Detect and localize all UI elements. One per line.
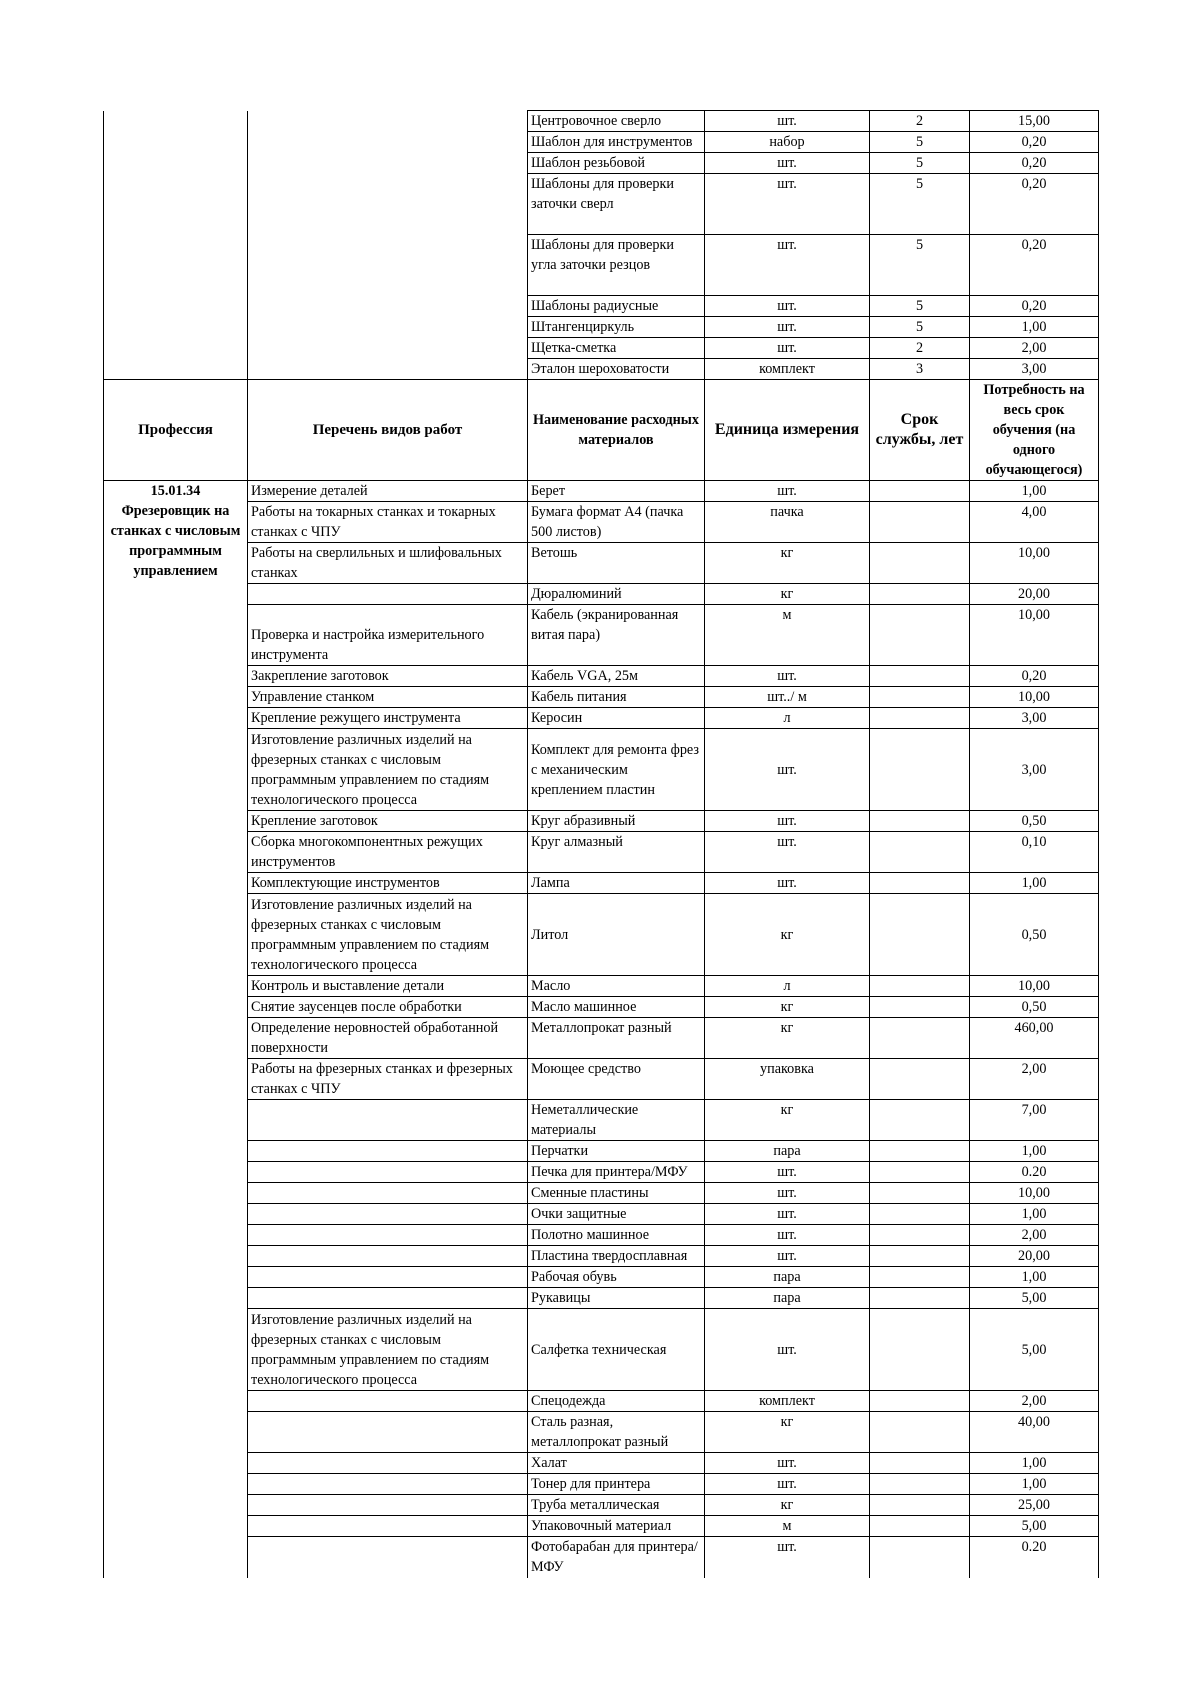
- profession-cell-previous: [104, 111, 248, 380]
- work-type-cell: [248, 1391, 528, 1412]
- material-name: Шаблон для инструментов: [528, 132, 705, 153]
- service-life-cell: 5: [870, 296, 970, 317]
- unit-cell: шт.: [705, 1246, 870, 1267]
- work-type-cell: Крепление заготовок: [248, 811, 528, 832]
- service-life-cell: [870, 502, 970, 543]
- unit-cell: м: [705, 605, 870, 666]
- quantity-cell: 460,00: [970, 1018, 1099, 1059]
- material-name: Халат: [528, 1453, 705, 1474]
- quantity-cell: 2,00: [970, 1391, 1099, 1412]
- material-name: Шаблоны для проверки заточки сверл: [528, 174, 705, 235]
- quantity-cell: 7,00: [970, 1100, 1099, 1141]
- service-life-cell: 5: [870, 132, 970, 153]
- material-name: Литол: [528, 894, 705, 976]
- table-row: [104, 1495, 1099, 1516]
- quantity-cell: 1,00: [970, 873, 1099, 894]
- quantity-cell: 2,00: [970, 1059, 1099, 1100]
- service-life-cell: [870, 1453, 970, 1474]
- quantity-cell: 0.20: [970, 1537, 1099, 1578]
- quantity-cell: 0,50: [970, 894, 1099, 976]
- material-name: Центровочное сверло: [528, 111, 705, 132]
- service-life-cell: [870, 1288, 970, 1309]
- material-name: Сталь разная, металлопрокат разный: [528, 1412, 705, 1453]
- table-row: [104, 1537, 1099, 1578]
- unit-cell: кг: [705, 1412, 870, 1453]
- material-name: Кабель (экранированная витая пара): [528, 605, 705, 666]
- service-life-cell: [870, 1100, 970, 1141]
- unit-cell: пара: [705, 1141, 870, 1162]
- quantity-cell: 0,50: [970, 811, 1099, 832]
- service-life-cell: 5: [870, 235, 970, 296]
- material-name: Фотобарабан для принтера/МФУ: [528, 1537, 705, 1578]
- quantity-cell: 40,00: [970, 1412, 1099, 1453]
- table-row: [104, 111, 1099, 132]
- quantity-cell: 2,00: [970, 1225, 1099, 1246]
- quantity-cell: 10,00: [970, 543, 1099, 584]
- work-type-cell: Управление станком: [248, 687, 528, 708]
- material-name: Шаблон резьбовой: [528, 153, 705, 174]
- unit-cell: шт.: [705, 338, 870, 359]
- material-name: Неметаллические материалы: [528, 1100, 705, 1141]
- table-row: [104, 873, 1099, 894]
- material-name: Сменные пластины: [528, 1183, 705, 1204]
- quantity-cell: 1,00: [970, 317, 1099, 338]
- table-row: [104, 1183, 1099, 1204]
- unit-cell: л: [705, 976, 870, 997]
- service-life-cell: [870, 1495, 970, 1516]
- works-cell-previous: [248, 111, 528, 380]
- material-name: Рабочая обувь: [528, 1267, 705, 1288]
- material-name: Ветошь: [528, 543, 705, 584]
- service-life-cell: [870, 1246, 970, 1267]
- work-type-cell: [248, 1288, 528, 1309]
- service-life-cell: [870, 1225, 970, 1246]
- table-row: [104, 1162, 1099, 1183]
- service-life-cell: [870, 997, 970, 1018]
- work-type-cell: Контроль и выставление детали: [248, 976, 528, 997]
- work-type-cell: [248, 1225, 528, 1246]
- table-row: [104, 1474, 1099, 1495]
- quantity-cell: 1,00: [970, 1204, 1099, 1225]
- table-row: [104, 1516, 1099, 1537]
- material-name: Упаковочный материал: [528, 1516, 705, 1537]
- work-type-cell: [248, 1267, 528, 1288]
- material-name: Моющее средство: [528, 1059, 705, 1100]
- profession-code: 15.01.34: [150, 483, 201, 499]
- header-material: Наименование расходных материалов: [528, 380, 705, 481]
- header-profession: Профессия: [104, 380, 248, 481]
- service-life-cell: [870, 1018, 970, 1059]
- table-row: [104, 543, 1099, 584]
- quantity-cell: 1,00: [970, 481, 1099, 502]
- work-type-cell: [248, 584, 528, 605]
- material-name: Пластина твердосплавная: [528, 1246, 705, 1267]
- quantity-cell: 5,00: [970, 1309, 1099, 1391]
- profession-cell: [104, 481, 248, 1578]
- service-life-cell: [870, 687, 970, 708]
- material-name: Шаблоны для проверки угла заточки резцов: [528, 235, 705, 296]
- unit-cell: м: [705, 1516, 870, 1537]
- table-row: [104, 605, 1099, 666]
- work-type-cell: [248, 1100, 528, 1141]
- material-name: Масло: [528, 976, 705, 997]
- work-type-cell: [248, 1516, 528, 1537]
- service-life-cell: [870, 1267, 970, 1288]
- service-life-cell: [870, 605, 970, 666]
- table-row: [104, 976, 1099, 997]
- quantity-cell: 15,00: [970, 111, 1099, 132]
- header-quantity: Потребность на весь срок обучения (на одного обучающегося): [970, 380, 1099, 481]
- service-life-cell: 5: [870, 153, 970, 174]
- work-type-cell: Сборка многокомпонентных режущих инструментов: [248, 832, 528, 873]
- unit-cell: шт.: [705, 1183, 870, 1204]
- work-type-cell: [248, 1162, 528, 1183]
- table-row: [104, 1225, 1099, 1246]
- material-name: Салфетка техническая: [528, 1309, 705, 1391]
- unit-cell: шт.: [705, 235, 870, 296]
- service-life-cell: [870, 729, 970, 811]
- quantity-cell: 0,20: [970, 153, 1099, 174]
- quantity-cell: 3,00: [970, 359, 1099, 380]
- quantity-cell: 2,00: [970, 338, 1099, 359]
- table-row: [104, 1100, 1099, 1141]
- service-life-cell: [870, 1204, 970, 1225]
- table-row: [104, 811, 1099, 832]
- header-service-life: Срок службы, лет: [870, 380, 970, 481]
- service-life-cell: [870, 708, 970, 729]
- quantity-cell: 4,00: [970, 502, 1099, 543]
- service-life-cell: [870, 1537, 970, 1578]
- quantity-cell: 10,00: [970, 1183, 1099, 1204]
- service-life-cell: [870, 666, 970, 687]
- quantity-cell: 10,00: [970, 605, 1099, 666]
- unit-cell: пара: [705, 1288, 870, 1309]
- unit-cell: шт.: [705, 832, 870, 873]
- material-name: Щетка-сметка: [528, 338, 705, 359]
- service-life-cell: [870, 1516, 970, 1537]
- table-row: [104, 1141, 1099, 1162]
- service-life-cell: [870, 976, 970, 997]
- material-name: Кабель VGA, 25м: [528, 666, 705, 687]
- work-type-cell: [248, 1183, 528, 1204]
- quantity-cell: 20,00: [970, 1246, 1099, 1267]
- unit-cell: л: [705, 708, 870, 729]
- unit-cell: шт.: [705, 174, 870, 235]
- material-name: Печка для принтера/МФУ: [528, 1162, 705, 1183]
- service-life-cell: [870, 1391, 970, 1412]
- table-row: [104, 708, 1099, 729]
- table-row: [104, 502, 1099, 543]
- material-name: Полотно машинное: [528, 1225, 705, 1246]
- table-row: [104, 832, 1099, 873]
- work-type-cell: [248, 1246, 528, 1267]
- table-row: [104, 1453, 1099, 1474]
- quantity-cell: 1,00: [970, 1474, 1099, 1495]
- work-type-cell: Работы на сверлильных и шлифовальных станках: [248, 543, 528, 584]
- table-row: [104, 1018, 1099, 1059]
- service-life-cell: [870, 1183, 970, 1204]
- material-name: Дюралюминий: [528, 584, 705, 605]
- work-type-cell: Определение неровностей обработанной поверхности: [248, 1018, 528, 1059]
- work-type-cell: [248, 1412, 528, 1453]
- material-name: Керосин: [528, 708, 705, 729]
- document-page: [103, 110, 1098, 1578]
- quantity-cell: 5,00: [970, 1516, 1099, 1537]
- material-name: Рукавицы: [528, 1288, 705, 1309]
- material-name: Масло машинное: [528, 997, 705, 1018]
- unit-cell: кг: [705, 894, 870, 976]
- work-type-cell: Работы на токарных станках и токарных станках с ЧПУ: [248, 502, 528, 543]
- service-life-cell: [870, 811, 970, 832]
- quantity-cell: 0,20: [970, 235, 1099, 296]
- header-unit: Единица измерения: [705, 380, 870, 481]
- service-life-cell: [870, 1412, 970, 1453]
- work-type-cell: Изготовление различных изделий на фрезерных станках с числовым программным управлением по стадиям технологического процесса: [248, 729, 528, 811]
- quantity-cell: 1,00: [970, 1267, 1099, 1288]
- service-life-cell: [870, 1309, 970, 1391]
- table-row: [104, 1059, 1099, 1100]
- unit-cell: шт.: [705, 153, 870, 174]
- material-name: Перчатки: [528, 1141, 705, 1162]
- table-row: [104, 1267, 1099, 1288]
- service-life-cell: 2: [870, 111, 970, 132]
- unit-cell: пачка: [705, 502, 870, 543]
- material-name: Спецодежда: [528, 1391, 705, 1412]
- quantity-cell: 1,00: [970, 1141, 1099, 1162]
- table-row: [104, 1288, 1099, 1309]
- table-row: [104, 997, 1099, 1018]
- unit-cell: кг: [705, 1100, 870, 1141]
- service-life-cell: [870, 1162, 970, 1183]
- unit-cell: шт.: [705, 873, 870, 894]
- material-name: Лампа: [528, 873, 705, 894]
- material-name: Комплект для ремонта фрез с механическим креплением пластин: [528, 729, 705, 811]
- materials-table: [103, 110, 1099, 1578]
- work-type-cell: Снятие заусенцев после обработки: [248, 997, 528, 1018]
- unit-cell: пара: [705, 1267, 870, 1288]
- work-type-cell: Закрепление заготовок: [248, 666, 528, 687]
- work-type-cell: Крепление режущего инструмента: [248, 708, 528, 729]
- unit-cell: кг: [705, 1495, 870, 1516]
- quantity-cell: 1,00: [970, 1453, 1099, 1474]
- quantity-cell: 10,00: [970, 976, 1099, 997]
- service-life-cell: 2: [870, 338, 970, 359]
- quantity-cell: 3,00: [970, 729, 1099, 811]
- material-name: Шаблоны радиусные: [528, 296, 705, 317]
- unit-cell: комплект: [705, 1391, 870, 1412]
- service-life-cell: [870, 1141, 970, 1162]
- work-type-cell: Измерение деталей: [248, 481, 528, 502]
- work-type-cell: Изготовление различных изделий на фрезерных станках с числовым программным управлением по стадиям технологического процесса: [248, 894, 528, 976]
- material-name: Круг абразивный: [528, 811, 705, 832]
- work-type-cell: [248, 1474, 528, 1495]
- table-row: [104, 1391, 1099, 1412]
- service-life-cell: 5: [870, 317, 970, 338]
- unit-cell: шт.: [705, 729, 870, 811]
- unit-cell: кг: [705, 584, 870, 605]
- table-header-row: [104, 380, 1099, 481]
- quantity-cell: 0,20: [970, 174, 1099, 235]
- work-type-cell: [248, 1141, 528, 1162]
- quantity-cell: 0,50: [970, 997, 1099, 1018]
- table-row: [104, 666, 1099, 687]
- material-name: Очки защитные: [528, 1204, 705, 1225]
- unit-cell: кг: [705, 1018, 870, 1059]
- table-row: [104, 1309, 1099, 1391]
- unit-cell: набор: [705, 132, 870, 153]
- table-row: [104, 1246, 1099, 1267]
- table-row: [104, 1204, 1099, 1225]
- work-type-cell: Изготовление различных изделий на фрезерных станках с числовым программным управлением по стадиям технологического процесса: [248, 1309, 528, 1391]
- material-name: Эталон шероховатости: [528, 359, 705, 380]
- service-life-cell: [870, 832, 970, 873]
- service-life-cell: [870, 1059, 970, 1100]
- table-row: [104, 729, 1099, 811]
- quantity-cell: 10,00: [970, 687, 1099, 708]
- unit-cell: шт../ м: [705, 687, 870, 708]
- unit-cell: шт.: [705, 317, 870, 338]
- table-row: [104, 687, 1099, 708]
- unit-cell: шт.: [705, 1453, 870, 1474]
- work-type-cell: [248, 1495, 528, 1516]
- materials-table-body: [104, 111, 1099, 1578]
- unit-cell: шт.: [705, 1537, 870, 1578]
- quantity-cell: 0.20: [970, 1162, 1099, 1183]
- work-type-cell: Работы на фрезерных станках и фрезерных станках с ЧПУ: [248, 1059, 528, 1100]
- table-row: [104, 584, 1099, 605]
- material-name: Тонер для принтера: [528, 1474, 705, 1495]
- unit-cell: шт.: [705, 1225, 870, 1246]
- service-life-cell: 5: [870, 174, 970, 235]
- unit-cell: комплект: [705, 359, 870, 380]
- work-type-cell: Проверка и настройка измерительного инструмента: [248, 605, 528, 666]
- work-type-cell: Комплектующие инструментов: [248, 873, 528, 894]
- table-row: [104, 1412, 1099, 1453]
- material-name: Труба металлическая: [528, 1495, 705, 1516]
- table-row: [104, 894, 1099, 976]
- unit-cell: шт.: [705, 1474, 870, 1495]
- material-name: Круг алмазный: [528, 832, 705, 873]
- service-life-cell: [870, 543, 970, 584]
- service-life-cell: [870, 1474, 970, 1495]
- unit-cell: шт.: [705, 1204, 870, 1225]
- service-life-cell: [870, 873, 970, 894]
- unit-cell: кг: [705, 543, 870, 584]
- material-name: Берет: [528, 481, 705, 502]
- quantity-cell: 0,20: [970, 132, 1099, 153]
- header-works: Перечень видов работ: [248, 380, 528, 481]
- work-type-cell: [248, 1537, 528, 1578]
- material-name: Штангенциркуль: [528, 317, 705, 338]
- unit-cell: шт.: [705, 666, 870, 687]
- quantity-cell: 0,10: [970, 832, 1099, 873]
- material-name: Металлопрокат разный: [528, 1018, 705, 1059]
- service-life-cell: 3: [870, 359, 970, 380]
- quantity-cell: 20,00: [970, 584, 1099, 605]
- quantity-cell: 25,00: [970, 1495, 1099, 1516]
- quantity-cell: 3,00: [970, 708, 1099, 729]
- unit-cell: шт.: [705, 481, 870, 502]
- profession-name: Фрезеровщик на станках с числовым программным управлением: [110, 503, 241, 579]
- service-life-cell: [870, 894, 970, 976]
- service-life-cell: [870, 584, 970, 605]
- table-row: [104, 481, 1099, 502]
- material-name: Бумага формат А4 (пачка 500 листов): [528, 502, 705, 543]
- work-type-cell: [248, 1204, 528, 1225]
- unit-cell: шт.: [705, 811, 870, 832]
- unit-cell: кг: [705, 997, 870, 1018]
- unit-cell: шт.: [705, 111, 870, 132]
- unit-cell: шт.: [705, 296, 870, 317]
- material-name: Кабель питания: [528, 687, 705, 708]
- work-type-cell: [248, 1453, 528, 1474]
- quantity-cell: 0,20: [970, 296, 1099, 317]
- quantity-cell: 5,00: [970, 1288, 1099, 1309]
- quantity-cell: 0,20: [970, 666, 1099, 687]
- unit-cell: упаковка: [705, 1059, 870, 1100]
- unit-cell: шт.: [705, 1162, 870, 1183]
- service-life-cell: [870, 481, 970, 502]
- unit-cell: шт.: [705, 1309, 870, 1391]
